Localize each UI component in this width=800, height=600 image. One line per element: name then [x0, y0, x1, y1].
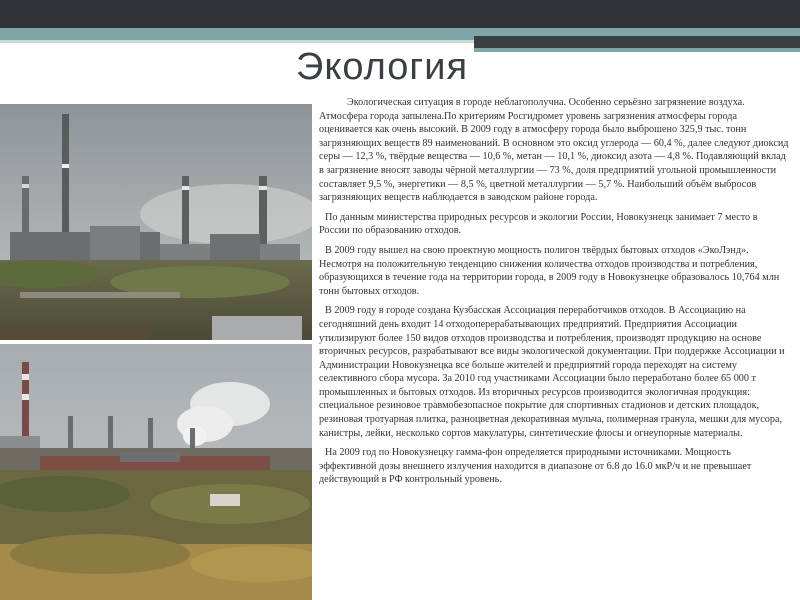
title-bar-teal	[474, 48, 800, 52]
paragraph-radiation: На 2009 год по Новокузнецку гамма-фон определяется природными источниками. Мощность эффективной дозы внешнего излучения находится в диапазоне от 6.8 до 16.0 мкР/ч и не превышает действующий в РФ контрольный уровень.	[319, 447, 752, 486]
factory-photo-top	[0, 104, 312, 340]
top-banner	[0, 0, 800, 28]
paragraph-pollution: Экологическая ситуация в городе неблагополучна. Особенно серьёзно загрязнение воздуха. Атмосфера города запылена.По критериям Росгидромет уровень загрязнения атмосферы города оценивается как очень высокий. В 2009 году в атмосферу города было выброшено 325,9 тыс. тонн загрязняющих веществ 89 наименований. В основном это оксид углерода — 60,4 %, далее следуют диоксид серы — 12,3 %, твёрдые вещества — 10,6 %, метан — 10,1 %, диоксид азота — 4,8 %. Подавляющий вклад в загрязнение вносят заводы чёрной металлургии — 73 %, доля предприятий угольной промышленности составляет 9,5 %, энергетики — 8,5 %, цветной металлургии — 5,7 %. Наибольший объём выбросов загрязняющих веществ наблюдается в заводском районе города.	[319, 97, 789, 204]
paragraph-recycling-association: В 2009 году в городе создана Кузбасская Ассоциация переработчиков отходов. В Ассоциацию на сегодняшний день входит 14 отходоперерабатывающих предприятий. Предприятия Ассоциации утилизируют более 150 видов отходов производства и потребления, производят продукцию на основе вторичных ресурсов, разрабатывают все виды экологической документации. При поддержке Ассоциации и Администрации Новокузнецка все больше жителей и предприятий города переходят на систему селективного сбора мусора. За 2010 год участниками Ассоциации было переработано более 65 000 т промышленных и бытовых отходов. Из вторичных ресурсов производится экологичная продукция: специальное резиновое травмобезопасное покрытие для спортивных стадионов и детских площадок, резиновая тротуарная плитка, разноцветная декоративная мульча, полимерная гранула, мешки для мусора, канистры, лейки, несколько сортов макулатуры, синтетические флосы и огнеупорные материалы.	[319, 305, 785, 439]
body-text	[319, 96, 789, 493]
industrial-photo-bottom	[0, 344, 312, 600]
paragraph-landfill: В 2009 году вышел на свою проектную мощность полигон твёрдых бытовых отходов «ЭкоЛэнд». Несмотря на положительную тенденцию снижения количества отходов производства и потребления, образующихся в течение года на территории города, в 2009 году в Новокузнецке образовалось 10,764 млн тонн бытовых отходов.	[319, 244, 780, 297]
paragraph-waste-rank: По данным министерства природных ресурсов и экологии России, Новокузнецк занимает 7 место в России по образованию отходов.	[319, 211, 758, 237]
title-bar-dark	[474, 36, 800, 48]
slide-title: Экология	[296, 46, 469, 88]
